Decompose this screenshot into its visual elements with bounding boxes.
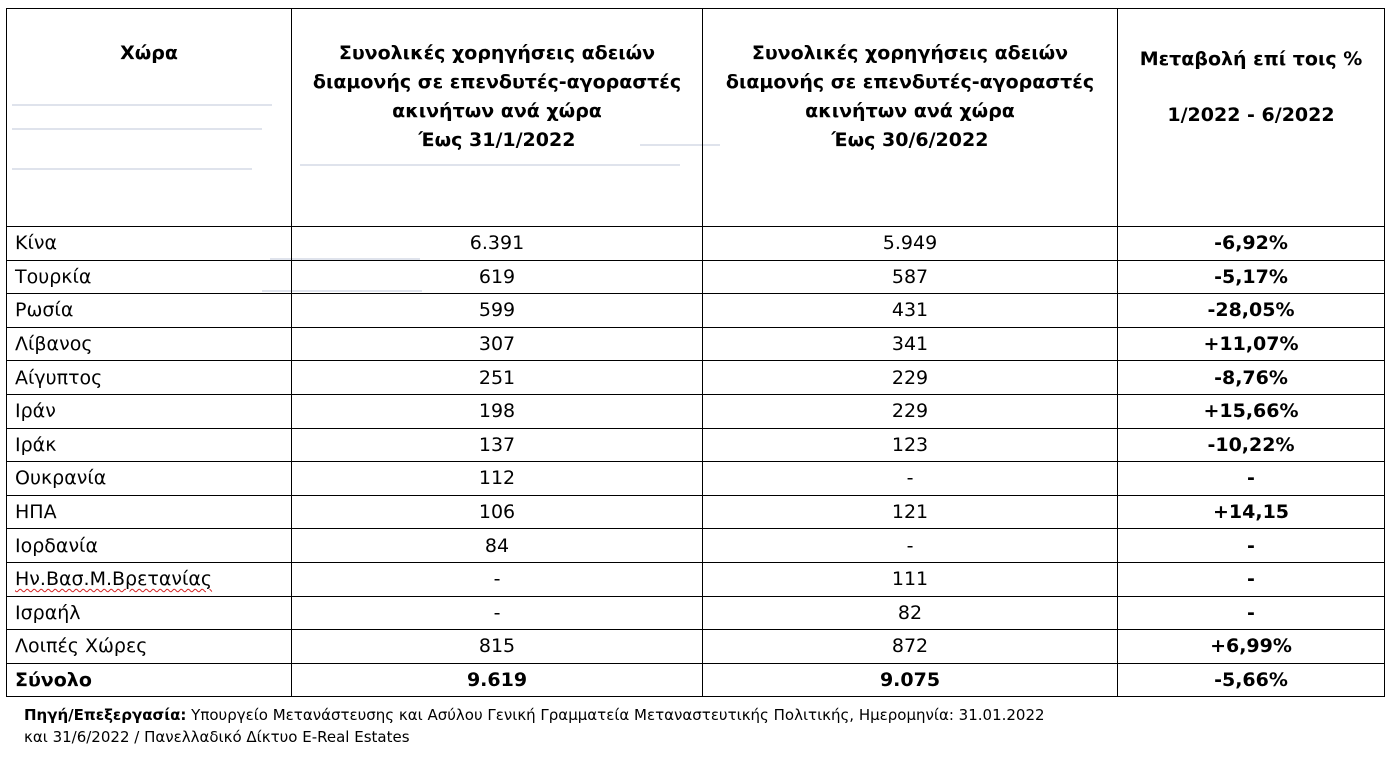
header-jun-line: Συνολικές χορηγήσεις αδειών: [751, 42, 1069, 64]
cell-change: -6,92%: [1118, 227, 1385, 261]
source-text: Υπουργείο Μετανάστευσης και Ασύλου Γενική Γραμματεία Μεταναστευτικής Πολιτικής, Ημερομηνία: 31.01.2022: [191, 706, 1045, 724]
cell-jan: 198: [292, 394, 703, 428]
cell-change: -8,76%: [1118, 361, 1385, 395]
cell-country: Ιράν: [7, 394, 292, 428]
cell-country: Ιράκ: [7, 428, 292, 462]
total-change: -5,66%: [1118, 663, 1385, 697]
cell-country: Λίβανος: [7, 327, 292, 361]
total-jun: 9.075: [703, 663, 1118, 697]
header-change-period: 1/2022 - 6/2022: [1167, 104, 1335, 126]
cell-country-text: Ην.Βασ.Μ.Βρετανίας: [15, 568, 213, 591]
header-permits-jan: [292, 9, 703, 227]
source-note: [24, 704, 1384, 748]
cell-change: +11,07%: [1118, 327, 1385, 361]
cell-jan: 112: [292, 462, 703, 496]
cell-change: -: [1118, 529, 1385, 563]
total-label: Σύνολο: [7, 663, 292, 697]
cell-jan: 106: [292, 495, 703, 529]
header-jan-date: Έως 31/1/2022: [418, 129, 576, 151]
cell-change: -10,22%: [1118, 428, 1385, 462]
cell-change: -: [1118, 562, 1385, 596]
header-change: [1118, 9, 1385, 227]
table-row: [7, 361, 1385, 395]
cell-jun: 341: [703, 327, 1118, 361]
cell-change: -: [1118, 462, 1385, 496]
cell-country: Ρωσία: [7, 294, 292, 328]
table-row: [7, 495, 1385, 529]
cell-jun: 872: [703, 630, 1118, 664]
table-row: [7, 294, 1385, 328]
permits-table-container: [6, 8, 1385, 697]
cell-jun: 82: [703, 596, 1118, 630]
cell-country: Κίνα: [7, 227, 292, 261]
cell-jan: 251: [292, 361, 703, 395]
cell-country: Αίγυπτος: [7, 361, 292, 395]
header-country: [7, 9, 292, 227]
permits-table: [6, 8, 1385, 697]
total-jan: 9.619: [292, 663, 703, 697]
header-jan-line: διαμονής σε επενδυτές-αγοραστές: [312, 71, 682, 93]
cell-jun: 111: [703, 562, 1118, 596]
cell-jun: 229: [703, 394, 1118, 428]
cell-jun: 121: [703, 495, 1118, 529]
table-row: [7, 462, 1385, 496]
cell-jun: 431: [703, 294, 1118, 328]
cell-jun: -: [703, 462, 1118, 496]
cell-change: +15,66%: [1118, 394, 1385, 428]
cell-jan: 599: [292, 294, 703, 328]
cell-country: Ουκρανία: [7, 462, 292, 496]
table-row: [7, 394, 1385, 428]
total-row: [7, 663, 1385, 697]
cell-jan: 815: [292, 630, 703, 664]
table-row: [7, 529, 1385, 563]
cell-jun: 123: [703, 428, 1118, 462]
cell-jun: -: [703, 529, 1118, 563]
cell-jan: 619: [292, 260, 703, 294]
cell-change: +14,15: [1118, 495, 1385, 529]
header-jun-date: Έως 30/6/2022: [831, 129, 989, 151]
cell-country: Ιορδανία: [7, 529, 292, 563]
cell-jun: 587: [703, 260, 1118, 294]
cell-country: Τουρκία: [7, 260, 292, 294]
cell-jan: -: [292, 596, 703, 630]
cell-country: Ισραήλ: [7, 596, 292, 630]
source-label: Πηγή/Επεξεργασία:: [24, 706, 187, 724]
cell-jan: 84: [292, 529, 703, 563]
header-jun-line: ακινήτων ανά χώρα: [805, 100, 1015, 122]
cell-jun: 5.949: [703, 227, 1118, 261]
table-row: [7, 260, 1385, 294]
table-row: [7, 562, 1385, 596]
header-jan-line: Συνολικές χορηγήσεις αδειών: [338, 42, 656, 64]
cell-jan: 6.391: [292, 227, 703, 261]
table-row: [7, 630, 1385, 664]
source-note-line-2: και 31/6/2022 / Πανελλαδικό Δίκτυο E-Real Estates: [24, 728, 410, 746]
cell-jan: -: [292, 562, 703, 596]
table-row: [7, 596, 1385, 630]
table-header-row: [7, 9, 1385, 227]
cell-country: Λοιπές Χώρες: [7, 630, 292, 664]
source-note-line-1: [24, 704, 1384, 726]
header-jun-line: διαμονής σε επενδυτές-αγοραστές: [725, 71, 1095, 93]
cell-change: -28,05%: [1118, 294, 1385, 328]
header-jan-line: ακινήτων ανά χώρα: [392, 100, 602, 122]
cell-change: -: [1118, 596, 1385, 630]
cell-change: +6,99%: [1118, 630, 1385, 664]
cell-country: [7, 562, 292, 596]
cell-change: -5,17%: [1118, 260, 1385, 294]
table-row: [7, 327, 1385, 361]
header-country-label: Χώρα: [120, 42, 178, 64]
table-row: [7, 428, 1385, 462]
header-permits-jun: [703, 9, 1118, 227]
cell-jan: 307: [292, 327, 703, 361]
header-change-label: Μεταβολή επί τοις %: [1139, 48, 1363, 70]
table-row: [7, 227, 1385, 261]
cell-jan: 137: [292, 428, 703, 462]
cell-country: ΗΠΑ: [7, 495, 292, 529]
cell-jun: 229: [703, 361, 1118, 395]
